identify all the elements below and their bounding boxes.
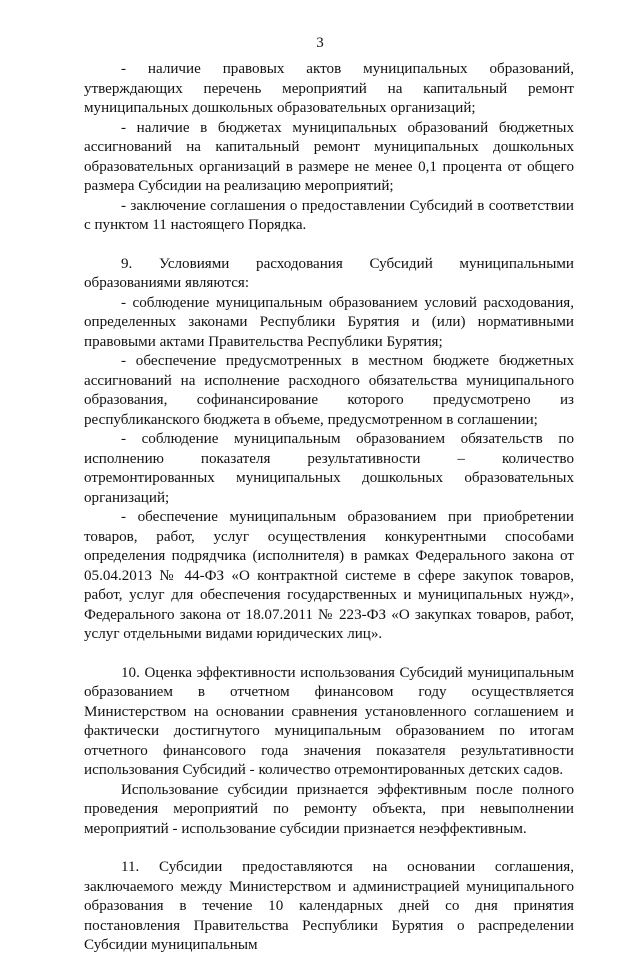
paragraph-condition-agreement: - заключение соглашения о предоставлении Субсидий в соответствии с пунктом 11 настоящего Порядка. <box>84 197 574 233</box>
paragraph-item-11: 11. Субсидии предоставляются на основании соглашения, заключаемого между Министерством и администрацией муниципального образования в течение 10 календарных дней со дня принятия постановления Правительства Республики Бурятия о распределении Субсидии муниципальным <box>84 859 574 953</box>
paragraph-procurement: - обеспечение муниципальным образованием при приобретении товаров, работ, услуг осуществления конкурентными способами определения подрядчика (исполнителя) в рамках Федерального закона от 05.04.2013 № 44-ФЗ «О контрактной системе в сфере закупок товаров, работ, услуг для обеспечения государственных и муниципальных нужд», Федерального закона от 18.07.2011 № 223-ФЗ «О закупках товаров, работ, услуг отдельными видами юридических лиц». <box>84 509 574 642</box>
paragraph-condition-legal-acts: - наличие правовых актов муниципальных образований, утверждающих перечень мероприятий на капитальный ремонт муниципальных дошкольных образовательных организаций; <box>84 61 574 116</box>
paragraph-budget-provision: - обеспечение предусмотренных в местном бюджете бюджетных ассигнований на исполнение расходного обязательства муниципального образования, софинансирование которого предусмотрено из республиканского бюджета в объеме, предусмотренном в соглашении; <box>84 353 574 428</box>
section-gap <box>84 839 574 858</box>
section-gap <box>84 645 574 664</box>
document-body <box>84 60 574 956</box>
paragraph-effectiveness: Использование субсидии признается эффективным после полного проведения мероприятий по ремонту объекта, при невыполнении мероприятий - использование субсидии признается неэффективным. <box>84 781 574 837</box>
paragraph-item-9: 9. Условиями расходования Субсидий муниципальными образованиями являются: <box>84 255 574 291</box>
paragraph-expense-conditions: - соблюдение муниципальным образованием условий расходования, определенных законами Республики Бурятия и (или) нормативными правовыми актами Правительства Республики Бурятия; <box>84 294 574 350</box>
paragraph-condition-budget-allocations: - наличие в бюджетах муниципальных образований бюджетных ассигнований на капитальный ремонт муниципальных дошкольных образовательных организаций в размере не менее 0,1 процента от общего размера Субсидии на реализацию мероприятий; <box>84 119 574 194</box>
paragraph-item-10: 10. Оценка эффективности использования Субсидий муниципальным образованием в отчетном финансовом году осуществляется Министерством на основании сравнения установленного соглашением и фактически достигнутого муниципальным образованием по итогам отчетного финансового года значения показателя результативности использования Субсидий - количество отремонтированных детских садов. <box>84 664 574 778</box>
page-number: 3 <box>316 35 324 51</box>
section-gap <box>84 236 574 255</box>
paragraph-performance-obligations: - соблюдение муниципальным образованием обязательств по исполнению показателя результативности – количество отремонтированных муниципальных дошкольных образовательных организаций; <box>84 431 574 506</box>
